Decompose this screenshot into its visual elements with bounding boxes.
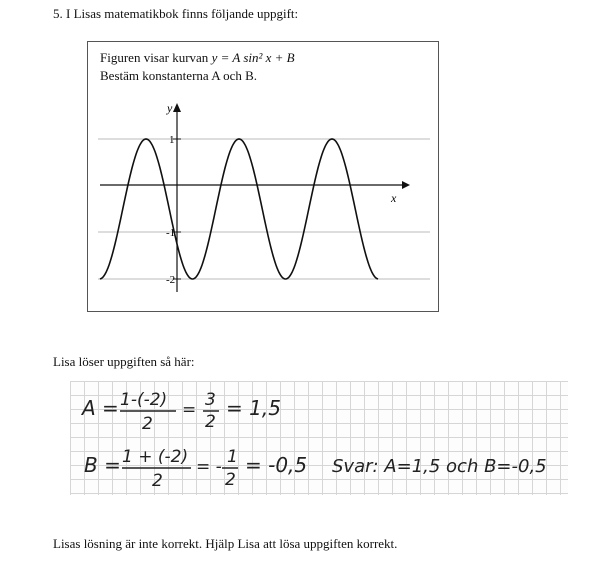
hand-b-frac-numerator: 1 (227, 447, 238, 467)
task-statement-prefix: Figuren visar kurvan (100, 50, 212, 65)
y-axis-label: y (167, 101, 173, 115)
hand-b-numerator: 1 + (-2) (122, 447, 189, 467)
tick-label-minus1: -1 (166, 227, 176, 239)
hand-a-lhs: A = (82, 396, 119, 420)
handwritten-solution (70, 381, 568, 495)
x-axis-arrow (402, 181, 410, 189)
hand-answer: Svar: A=1,5 och B=-0,5 (332, 456, 547, 477)
curve-plot (88, 42, 440, 313)
hand-a-frac-numerator: 3 (205, 390, 216, 410)
hand-a-equals: = (182, 400, 197, 420)
hand-a-denominator: 2 (142, 414, 153, 434)
tick-label-1: 1 (169, 134, 175, 146)
curve-formula: y = A sin² x + B (211, 50, 295, 65)
hand-b-result: = -0,5 (245, 453, 308, 477)
task-box (87, 41, 439, 312)
hand-a-numerator: 1-(-2) (120, 390, 168, 410)
question-title: 5. I Lisas matematikbok finns följande uppgift: (53, 6, 299, 21)
instruction-footer: Lisas lösning är inte korrekt. Hjälp Lisa att lösa uppgiften korrekt. (53, 536, 398, 551)
tick-label-minus2: -2 (166, 274, 176, 286)
hand-b-frac-denominator: 2 (225, 470, 236, 490)
hand-a-result: = 1,5 (226, 396, 281, 420)
x-axis-label: x (391, 191, 397, 205)
task-statement-line2: Bestäm konstanterna A och B. (100, 68, 258, 83)
hand-b-denominator: 2 (152, 471, 163, 491)
curve-path (100, 139, 378, 279)
hand-b-lhs: B = (84, 453, 121, 477)
hand-b-equals: = - (196, 457, 222, 477)
hand-a-frac-denominator: 2 (205, 412, 216, 432)
y-axis-arrow (173, 103, 181, 112)
lisa-intro: Lisa löser uppgiften så här: (53, 354, 195, 369)
